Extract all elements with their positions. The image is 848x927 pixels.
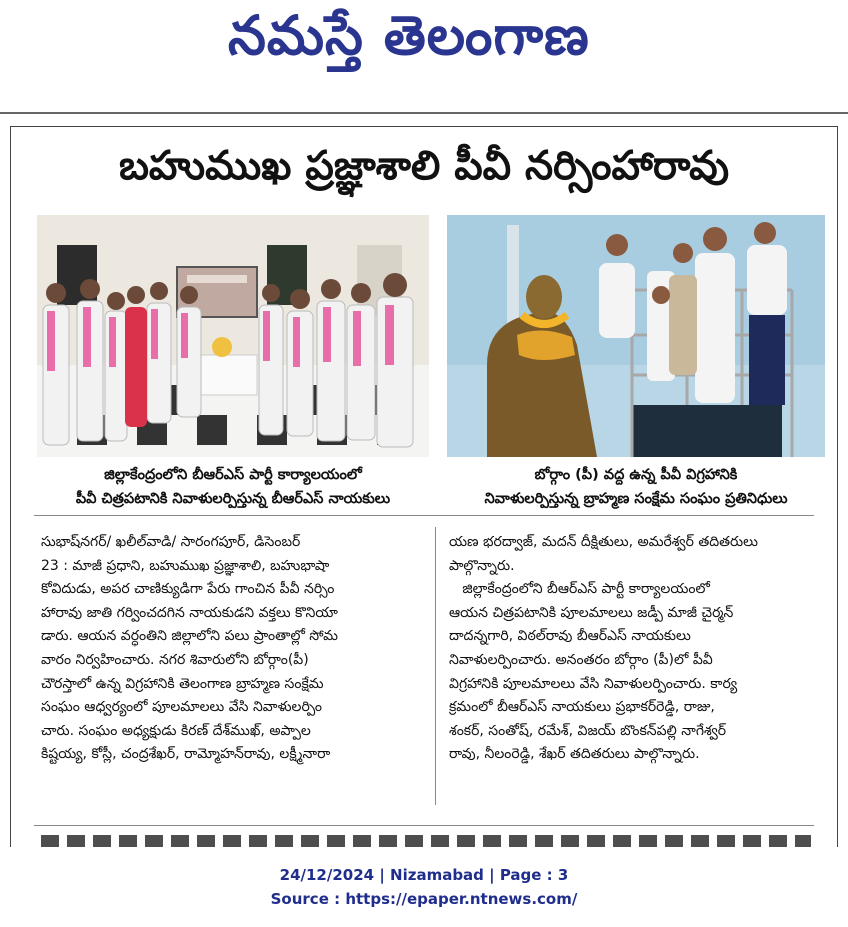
body-line: వారం నిర్వహించారు. నగర శివారులోని బోర్గాం(పీ) (41, 651, 309, 668)
body-bottom-divider (34, 825, 814, 826)
article-body-left (41, 531, 421, 767)
masthead-divider (0, 112, 848, 114)
column-divider (435, 527, 436, 805)
body-line: శంకర్, సంతోష్, రమేశ్, విజయ్ బొంకన్‌పల్లి నాగేశ్వర్ (449, 722, 727, 739)
caption-line: జిల్లాకేంద్రంలోని బీఆర్ఎస్ పార్టీ కార్యాలయంలో (104, 467, 362, 483)
body-line: దాదన్నగారి, విఠల్‌రావు బీఆర్ఎస్ నాయకులు (449, 628, 691, 645)
body-line: సుభాష్‌నగర్/ ఖలీల్‌వాడి/ సారంగపూర్, డిసెంబర్ (41, 534, 301, 550)
body-line: సంఘం ఆధ్వర్యంలో పూలమాలలు వేసి నివాళులర్పిం (41, 699, 322, 716)
photo-statue-tribute (447, 215, 825, 457)
body-line: యణ భరద్వాజ్, మదన్ దీక్షితులు, అమరేశ్వర్ తదితరులు (449, 534, 758, 550)
article-clipping (10, 126, 838, 847)
body-line: హారావు జాతి గర్వించదగిన నాయకుడని వక్తలు కొనియా (41, 604, 338, 621)
body-line: రావు, నీలంరెడ్డి, శేఖర్ తదితరులు పాల్గొన్నారు. (449, 746, 700, 763)
body-line: డారు. ఆయన వర్ధంతిని జిల్లాలోని పలు ప్రాంతాల్లో సోమ (41, 628, 338, 645)
photo-party-office (37, 215, 429, 457)
article-headline: బహుముఖ ప్రజ్ఞాశాలి పీవీ నర్సింహారావు (118, 143, 730, 189)
body-line: చారు. సంఘం అధ్యక్షుడు కిరణ్ దేశ్‌ముఖ్, అప్పాల (41, 722, 311, 739)
body-line: నివాళులర్పించారు. అనంతరం బోర్గాం (పీ)లో పీవీ (449, 651, 713, 668)
truncated-next-article (41, 835, 811, 847)
body-line: విగ్రహానికి పూలమాలలు వేసి నివాళులర్పించారు. కార్య (449, 675, 738, 692)
body-line: పాల్గొన్నారు. (449, 557, 515, 574)
body-line: చౌరస్తాలో ఉన్న విగ్రహానికి తెలంగాణ బ్రాహ్మణ సంక్షేమ (41, 675, 324, 692)
caption-line: పీవీ చిత్రపటానికి నివాళులర్పిస్తున్న బీఆర్ఎస్ నాయకులు (75, 491, 391, 507)
article-body-right (449, 531, 821, 767)
body-line: కోవిదుడు, అపర చాణిక్యుడిగా పేరు గాంచిన పీవీ నర్సిం (41, 581, 335, 598)
body-line: 23 : మాజీ ప్రధాని, బహుముఖ ప్రజ్ఞాశాలి, బహుభాషా (41, 557, 330, 574)
body-line: క్రమంలో బీఆర్ఎస్ నాయకులు ప్రభాకర్‌రెడ్డి, రాజు, (449, 699, 715, 716)
source-url: Source : https://epaper.ntnews.com/ (270, 890, 578, 908)
caption-line: నివాళులర్పిస్తున్న బ్రాహ్మణ సంక్షేమ సంఘం ప్రతినిధులు (484, 491, 788, 507)
caption-divider (34, 515, 814, 516)
body-line: కిష్టయ్య, కోస్లీ, చంద్రశేఖర్, రామ్మోహన్‌రావు, లక్ష్మీనారా (41, 746, 331, 763)
caption-line: బోర్గాం (పీ) వద్ద ఉన్న పీవీ విగ్రహానికి (534, 467, 738, 483)
newspaper-logo: నమస్తే తెలంగాణ (228, 4, 590, 67)
photo-right-caption (447, 463, 825, 511)
body-line: జిల్లాకేంద్రంలోని బీఆర్ఎస్ పార్టీ కార్యాలయంలో (449, 581, 710, 598)
body-line: ఆయన చిత్రపటానికి పూలమాలలు జడ్పీ మాజీ చైర్మన్ (449, 604, 734, 621)
photo-left-caption (37, 463, 429, 511)
masthead (0, 0, 848, 112)
edition-info: 24/12/2024 | Nizamabad | Page : 3 (279, 866, 569, 884)
